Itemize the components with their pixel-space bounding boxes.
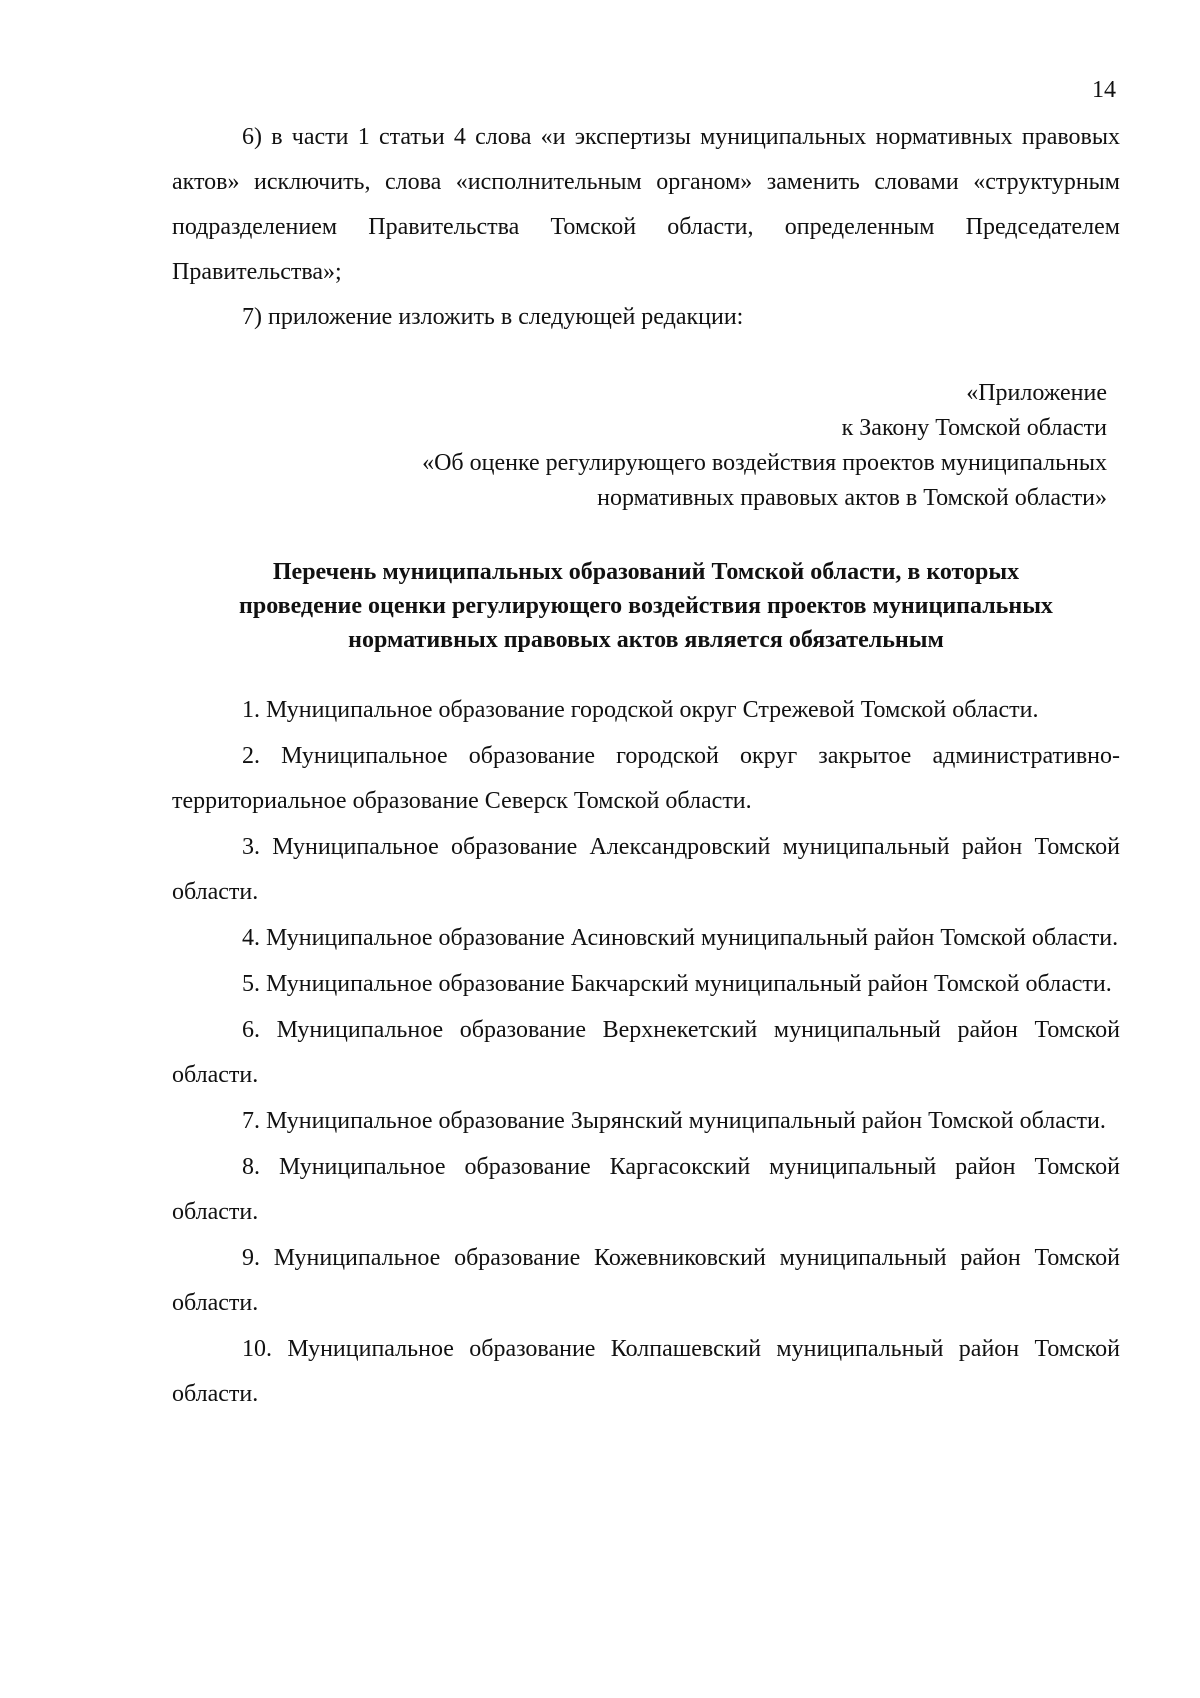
appendix-subtitle: к Закону Томской области bbox=[841, 415, 1107, 441]
list-heading bbox=[172, 555, 1120, 657]
municipality-list bbox=[172, 688, 1120, 1418]
heading-line: нормативных правовых актов является обязательным bbox=[348, 627, 944, 653]
amendment-paragraph: 6) в части 1 статьи 4 слова «и экспертизы муниципальных нормативных правовых актов» исключить, слова «исполнительным органом» заменить словами «структурным подразделением Правительства Томской области, определенным Председателем Правительства»; bbox=[172, 124, 1120, 285]
list-item: 3. Муниципальное образование Александровский муниципальный район Томской области. bbox=[172, 834, 1120, 905]
list-item: 7. Муниципальное образование Зырянский муниципальный район Томской области. bbox=[242, 1108, 1106, 1134]
appendix-title: «Приложение bbox=[966, 380, 1107, 406]
appendix-law-name-cont: нормативных правовых актов в Томской области» bbox=[597, 485, 1107, 511]
appendix-law-name: «Об оценке регулирующего воздействия проектов муниципальных bbox=[422, 450, 1107, 476]
list-item: 9. Муниципальное образование Кожевниковский муниципальный район Томской области. bbox=[172, 1245, 1120, 1316]
list-item: 6. Муниципальное образование Верхнекетский муниципальный район Томской области. bbox=[172, 1017, 1120, 1088]
amendments-section bbox=[172, 115, 1120, 340]
list-item: 2. Муниципальное образование городской округ закрытое административно-территориальное образование Северск Томской области. bbox=[172, 743, 1120, 814]
heading-line: Перечень муниципальных образований Томской области, в которых bbox=[272, 559, 1020, 585]
heading-line: проведение оценки регулирующего воздействия проектов муниципальных bbox=[239, 593, 1053, 619]
list-item: 5. Муниципальное образование Бакчарский муниципальный район Томской области. bbox=[242, 971, 1112, 997]
list-item: 1. Муниципальное образование городской округ Стрежевой Томской области. bbox=[242, 697, 1039, 723]
page-number: 14 bbox=[1092, 77, 1116, 103]
list-item: 8. Муниципальное образование Каргасокский муниципальный район Томской области. bbox=[172, 1154, 1120, 1225]
amendment-paragraph: 7) приложение изложить в следующей редакции: bbox=[242, 304, 744, 330]
list-item: 4. Муниципальное образование Асиновский муниципальный район Томской области. bbox=[242, 925, 1119, 951]
appendix-header bbox=[422, 376, 1107, 516]
list-item: 10. Муниципальное образование Колпашевский муниципальный район Томской области. bbox=[172, 1336, 1120, 1407]
